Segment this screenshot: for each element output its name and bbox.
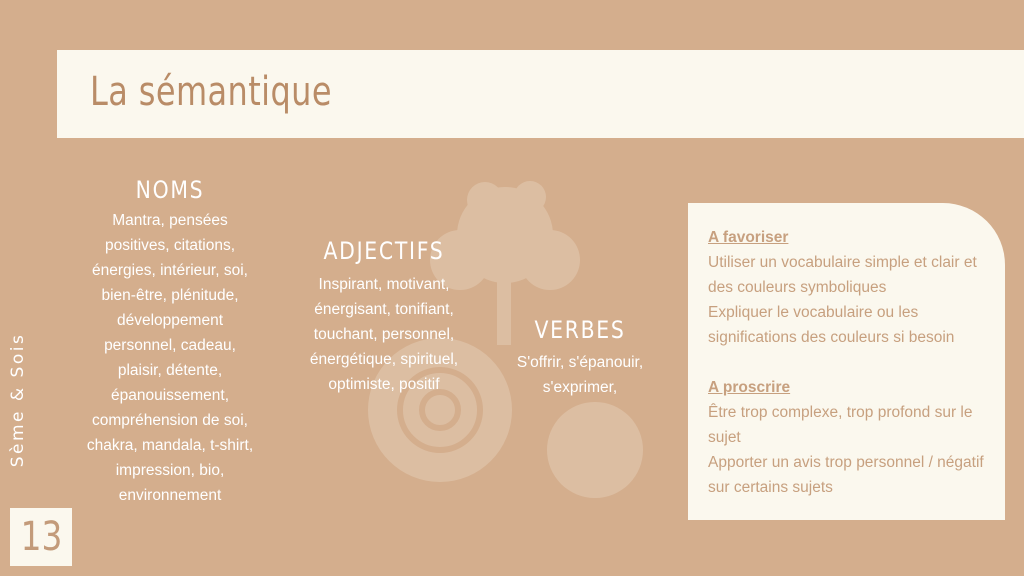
verbes-text: S'offrir, s'épanouir, s'exprimer, [516,354,644,396]
recommendations-card [688,203,1005,520]
adjectifs-heading: ADJECTIFS [323,237,445,265]
noms-text: Mantra, pensées positives, citations, énergies, intérieur, soi, bien-être, plénitude, développement personnel, cadeau, plaisir, détente, épanouissement, compréhension de soi, chakra, mandala, t-shirt, impression, bio, environnement [86,212,254,504]
favoriser-line: Utiliser un vocabulaire simple et clair et des couleurs symboliques [708,254,977,296]
verbes-column [500,316,660,400]
proscrire-heading: A proscrire [708,379,791,396]
page-number-text: 13 [20,514,62,560]
title-band [57,50,1024,138]
proscrire-line: Être trop complexe, trop profond sur le sujet [708,404,973,446]
card-spacer [708,350,987,375]
brand-vertical-label: Sème & Sois [8,332,28,468]
noms-column [80,176,260,508]
favoriser-line: Expliquer le vocabulaire ou les significations des couleurs si besoin [708,304,955,346]
page-title: La sémantique [90,69,332,115]
favoriser-heading: A favoriser [708,229,789,246]
verbes-heading: VERBES [534,316,626,344]
proscrire-line: Apporter un avis trop personnel / négatif sur certains sujets [708,454,984,496]
adjectifs-column [296,237,472,397]
page-number [10,508,72,566]
noms-heading: NOMS [135,176,205,204]
adjectifs-text: Inspirant, motivant, énergisant, tonifiant, touchant, personnel, énergétique, spirituel, optimiste, positif [309,276,459,393]
